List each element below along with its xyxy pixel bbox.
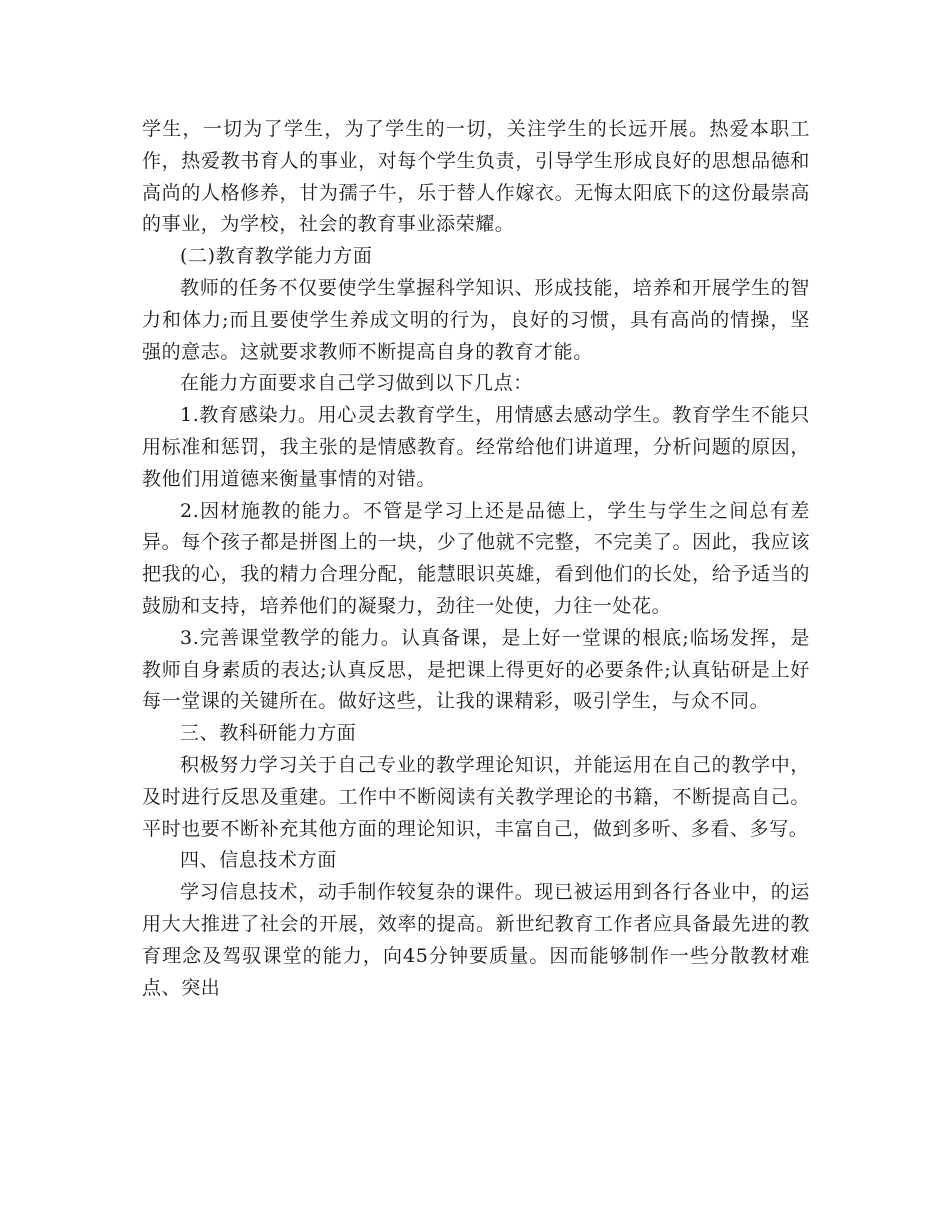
document-body — [142, 114, 810, 1004]
list-item-3: 3.完善课堂教学的能力。认真备课，是上好一堂课的根底;临场发挥，是教师自身素质的表达;认真反思，是把课上得更好的必要条件;认真钻研是上好每一堂课的关键所在。做好这些，让我的课精彩，吸引学生，与众不同。 — [142, 626, 810, 713]
heading-it-ability: 四、信息技术方面 — [180, 849, 337, 872]
heading-teaching-ability: (二)教育教学能力方面 — [180, 245, 373, 268]
list-item-2: 2.因材施教的能力。不管是学习上还是品德上，学生与学生之间总有差异。每个孩子都是拼图上的一块，少了他就不完整，不完美了。因此，我应该把我的心，我的精力合理分配，能慧眼识英雄，看到他们的长处，给予适当的鼓励和支持，培养他们的凝聚力，劲往一处使，力往一处花。 — [142, 499, 810, 617]
paragraph-9: 积极努力学习关于自己专业的教学理论知识，并能运用在自己的教学中，及时进行反思及重建。工作中不断阅读有关教学理论的书籍，不断提高自己。平时也要不断补充其他方面的理论知识，丰富自己，做到多听、多看、多写。 — [142, 753, 810, 840]
paragraph-3: 教师的任务不仅要使学生掌握科学知识、形成技能，培养和开展学生的智力和体力;而且要使学生养成文明的行为，良好的习惯，具有高尚的情操，坚强的意志。这就要求教师不断提高自身的教育才能。 — [142, 276, 810, 363]
list-item-1: 1.教育感染力。用心灵去教育学生，用情感去感动学生。教育学生不能只用标准和惩罚，我主张的是情感教育。经常给他们讲道理，分析问题的原因，教他们用道德来衡量事情的对错。 — [142, 404, 810, 490]
paragraph-1: 学生，一切为了学生，为了学生的一切，关注学生的长远开展。热爱本职工作，热爱教书育人的事业，对每个学生负责，引导学生形成良好的思想品德和高尚的人格修养，甘为孺子牛，乐于替人作嫁衣。无悔太阳底下的这份最崇高的事业，为学校，社会的教育事业添荣耀。 — [142, 118, 810, 236]
paragraph-4: 在能力方面要求自己学习做到以下几点： — [180, 372, 533, 395]
paragraph-11: 学习信息技术，动手制作较复杂的课件。现已被运用到各行各业中，的运用大大推进了社会的开展，效率的提高。新世纪教育工作者应具备最先进的教育理念及驾驭课堂的能力，向45分钟要质量。因而能够制作一些分散教材难点、突出 — [142, 881, 810, 999]
heading-research-ability: 三、教科研能力方面 — [180, 722, 357, 745]
